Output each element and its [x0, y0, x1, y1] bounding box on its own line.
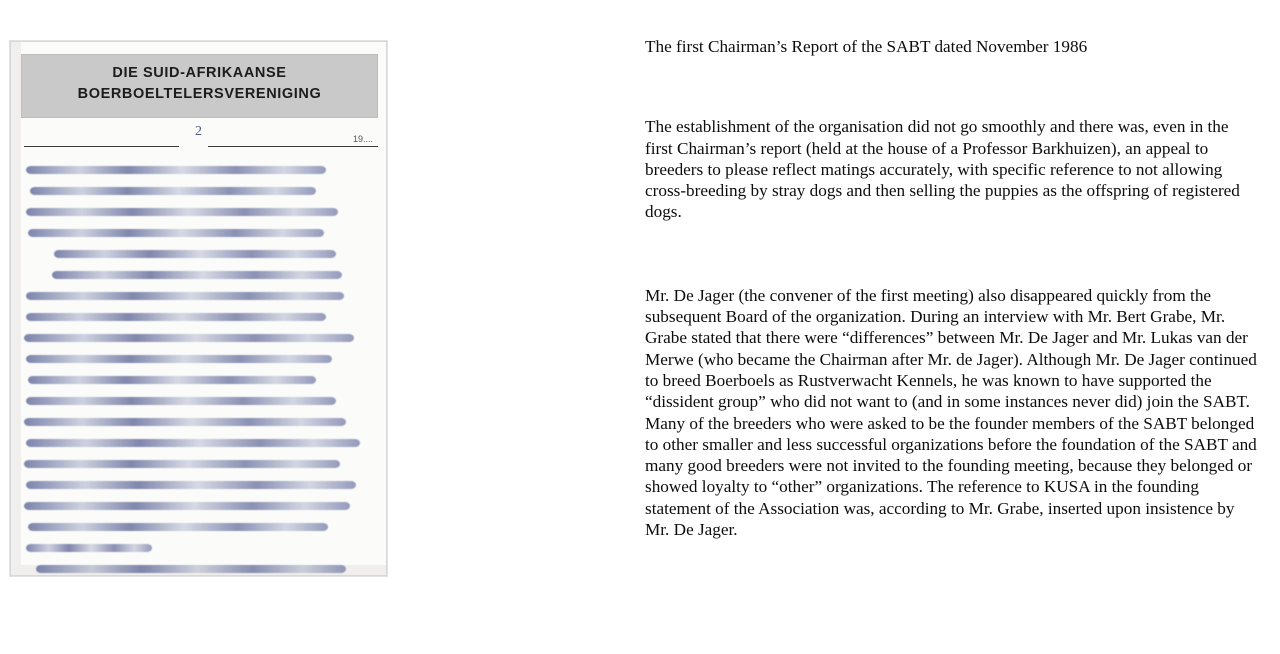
body-paragraph-2: Mr. De Jager (the convener of the first meeting) also disappeared quickly from the subsequent Board of the organization. During an interview with Mr. Bert Grabe, Mr. Grabe stated that there were “differences” between Mr. De Jager and Mr. Lukas van der Merwe (who became the Chairman after Mr. de Jager). Although Mr. De Jager continued to breed Boerboels as Rustverwacht Kennels, he was known to have supported the “dissident group” who did not want to (and in some instances never did) join the SABT. Many of the breeders who were asked to be the founder members of the SABT belonged to other smaller and less successful organizations before the foundation of the SABT and many good breeders were not invited to the founding meeting, because they belonged or showed loyalty to “other” organizations. The reference to KUSA in the founding statement of the Association was, according to Mr. Grabe, inserted upon insistence by Mr. De Jager. — [645, 285, 1257, 540]
scan-left-margin — [10, 41, 21, 576]
scanned-letter-image — [10, 41, 387, 576]
letterhead-text — [22, 63, 377, 105]
letterhead-band — [21, 54, 378, 118]
image-caption: The first Chairman’s Report of the SABT dated November 1986 — [645, 37, 1088, 56]
scan-page-number: 2 — [195, 124, 202, 139]
letterhead-line-2: BOERBOELTELERSVERENIGING — [77, 86, 322, 102]
header-rule-right — [208, 146, 378, 147]
article-text-column — [645, 36, 1260, 540]
header-rule-left — [24, 146, 179, 147]
scan-paper — [10, 41, 387, 576]
date-line-marker: 19.... — [352, 134, 373, 144]
letterhead-line-1: DIE SUID-AFRIKAANSE — [112, 65, 287, 81]
handwritten-body — [24, 159, 376, 564]
body-paragraph-1: The establishment of the organisation did not go smoothly and there was, even in the first Chairman’s report (held at the house of a Professor Barkhuizen), an appeal to breeders to please reflect matings accurately, with specific reference to not allowing cross-breeding by stray dogs and then selling the puppies as the offspring of registered dogs. — [645, 117, 1240, 222]
